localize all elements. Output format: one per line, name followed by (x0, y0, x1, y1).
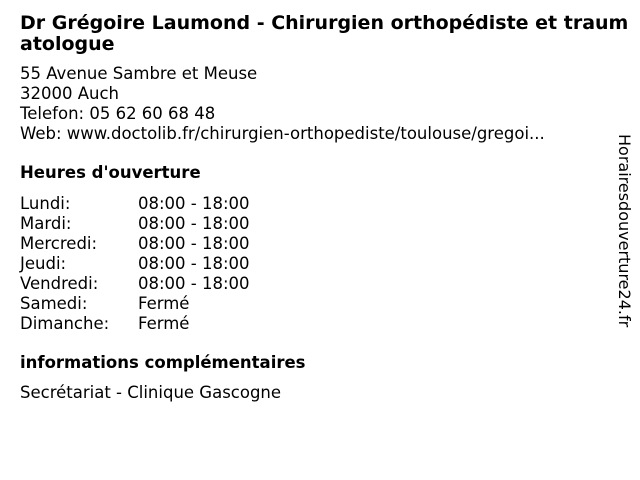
opening-hours-table (20, 194, 250, 334)
hours-row-saturday (20, 294, 250, 314)
day-hours: 08:00 - 18:00 (138, 254, 250, 273)
day-label: Dimanche: (20, 314, 110, 333)
day-hours: Fermé (138, 314, 190, 333)
additional-info-text: Secrétariat - Clinique Gascogne (20, 383, 282, 402)
day-hours: 08:00 - 18:00 (138, 274, 250, 293)
website-line: Web: www.doctolib.fr/chirurgien-orthopediste/toulouse/gregoi... (20, 124, 545, 143)
day-label: Mardi: (20, 214, 72, 233)
site-watermark: Horairesdouverture24.fr (615, 134, 634, 328)
day-label: Samedi: (20, 294, 88, 313)
address-block (20, 64, 545, 144)
hours-row-friday (20, 274, 250, 294)
day-hours: 08:00 - 18:00 (138, 194, 250, 213)
day-label: Jeudi: (20, 254, 67, 273)
address-street: 55 Avenue Sambre et Meuse (20, 64, 258, 83)
day-label: Mercredi: (20, 234, 98, 253)
hours-row-tuesday (20, 214, 250, 234)
day-hours: 08:00 - 18:00 (138, 214, 250, 233)
day-label: Vendredi: (20, 274, 99, 293)
hours-row-sunday (20, 314, 250, 334)
day-hours: Fermé (138, 294, 190, 313)
additional-info-heading: informations complémentaires (20, 353, 306, 372)
business-name: Dr Grégoire Laumond - Chirurgien orthopédiste et traumatologue (20, 12, 629, 55)
day-hours: 08:00 - 18:00 (138, 234, 250, 253)
day-label: Lundi: (20, 194, 71, 213)
address-city: 32000 Auch (20, 84, 120, 103)
phone-line: Telefon: 05 62 60 68 48 (20, 104, 216, 123)
hours-row-wednesday (20, 234, 250, 254)
hours-row-thursday (20, 254, 250, 274)
hours-row-monday (20, 194, 250, 214)
opening-hours-heading: Heures d'ouverture (20, 163, 201, 182)
